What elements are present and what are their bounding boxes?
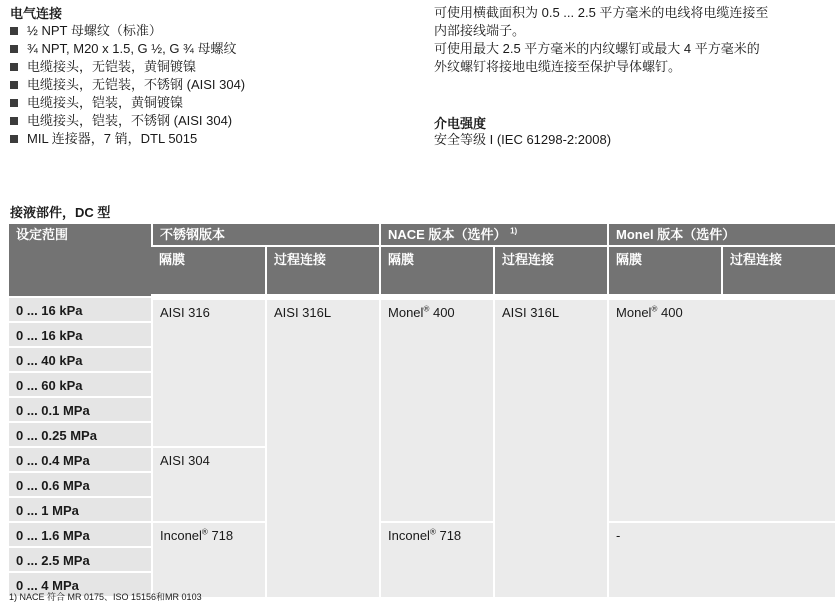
stainless-process-cell: AISI 316L xyxy=(266,297,380,597)
header-monel: Monel 版本（选件） xyxy=(608,224,835,246)
nace-process-cell: AISI 316L xyxy=(494,297,608,597)
wetted-parts-table xyxy=(9,224,835,598)
bullet-square-icon xyxy=(10,135,18,143)
bullet-square-icon xyxy=(10,117,18,125)
range-cell: 0 ... 4 MPa xyxy=(9,572,152,597)
header-stainless: 不锈钢版本 xyxy=(152,224,380,246)
bullet-square-icon xyxy=(10,99,18,107)
header-stainless-diaphragm: 隔膜 xyxy=(152,246,266,297)
header-monel-process: 过程连接 xyxy=(722,246,835,297)
header-monel-diaphragm: 隔膜 xyxy=(608,246,722,297)
dielectric-title: 介电强度 xyxy=(434,116,487,131)
range-cell: 0 ... 2.5 MPa xyxy=(9,547,152,572)
list-item: ½ NPT 母螺纹（标准） xyxy=(10,22,245,40)
range-cell: 0 ... 0.25 MPa xyxy=(9,422,152,447)
table-row xyxy=(9,297,835,322)
header-nace: NACE 版本（选件） $^{1)}$ xyxy=(380,224,608,246)
list-item: ¾ NPT, M20 x 1.5, G ½, G ¾ 母螺纹 xyxy=(10,40,245,58)
stainless-diaphragm-cell: Inconel® 718 xyxy=(152,522,266,597)
electrical-title: 电气连接 xyxy=(10,6,63,21)
list-item: 电缆接头，无铠装，不锈钢 (AISI 304) xyxy=(10,76,245,94)
bullet-square-icon xyxy=(10,45,18,53)
list-item: 电缆接头，铠装，黄铜镀镍 xyxy=(10,94,245,112)
electrical-list xyxy=(10,22,245,148)
nace-diaphragm-cell: Inconel® 718 xyxy=(380,522,494,597)
bullet-square-icon xyxy=(10,27,18,35)
stainless-diaphragm-cell: AISI 316 xyxy=(152,297,266,447)
range-cell: 0 ... 1 MPa xyxy=(9,497,152,522)
range-cell: 0 ... 16 kPa xyxy=(9,297,152,322)
range-cell: 0 ... 0.4 MPa xyxy=(9,447,152,472)
header-nace-diaphragm: 隔膜 xyxy=(380,246,494,297)
table-row xyxy=(9,522,835,547)
list-item: 电缆接头，铠装，不锈钢 (AISI 304) xyxy=(10,112,245,130)
monel-diaphragm-cell: Monel® 400 xyxy=(608,297,835,522)
table-header-row xyxy=(9,224,835,246)
range-cell: 0 ... 60 kPa xyxy=(9,372,152,397)
wiring-note: 可使用横截面积为 0.5 ... 2.5 平方毫米的电线将电缆连接至 内部接线端子。 可使用最大 2.5 平方毫米的内纹螺钉或最大 4 平方毫米的 外纹螺钉将接地电缆连接至保护导体螺钉。 xyxy=(434,5,769,74)
range-cell: 0 ... 40 kPa xyxy=(9,347,152,372)
bullet-square-icon xyxy=(10,63,18,71)
header-range: 设定范围 xyxy=(9,224,152,297)
range-cell: 0 ... 16 kPa xyxy=(9,322,152,347)
dielectric-text: 安全等级 I (IEC 61298-2:2008) xyxy=(434,132,612,147)
range-cell: 0 ... 0.6 MPa xyxy=(9,472,152,497)
stainless-diaphragm-cell: AISI 304 xyxy=(152,447,266,522)
header-nace-process: 过程连接 xyxy=(494,246,608,297)
footnote: 1) NACE 符合 MR 0175、ISO 15156和MR 0103 xyxy=(9,592,202,602)
list-item: MIL 连接器，7 销，DTL 5015 xyxy=(10,130,245,148)
nace-diaphragm-cell: Monel® 400 xyxy=(380,297,494,522)
range-cell: 0 ... 1.6 MPa xyxy=(9,522,152,547)
range-cell: 0 ... 0.1 MPa xyxy=(9,397,152,422)
list-item: 电缆接头，无铠装，黄铜镀镍 xyxy=(10,58,245,76)
bullet-square-icon xyxy=(10,81,18,89)
header-stainless-process: 过程连接 xyxy=(266,246,380,297)
monel-diaphragm-cell: - xyxy=(608,522,835,597)
wetted-parts-title: 接液部件，DC 型 xyxy=(10,205,111,220)
